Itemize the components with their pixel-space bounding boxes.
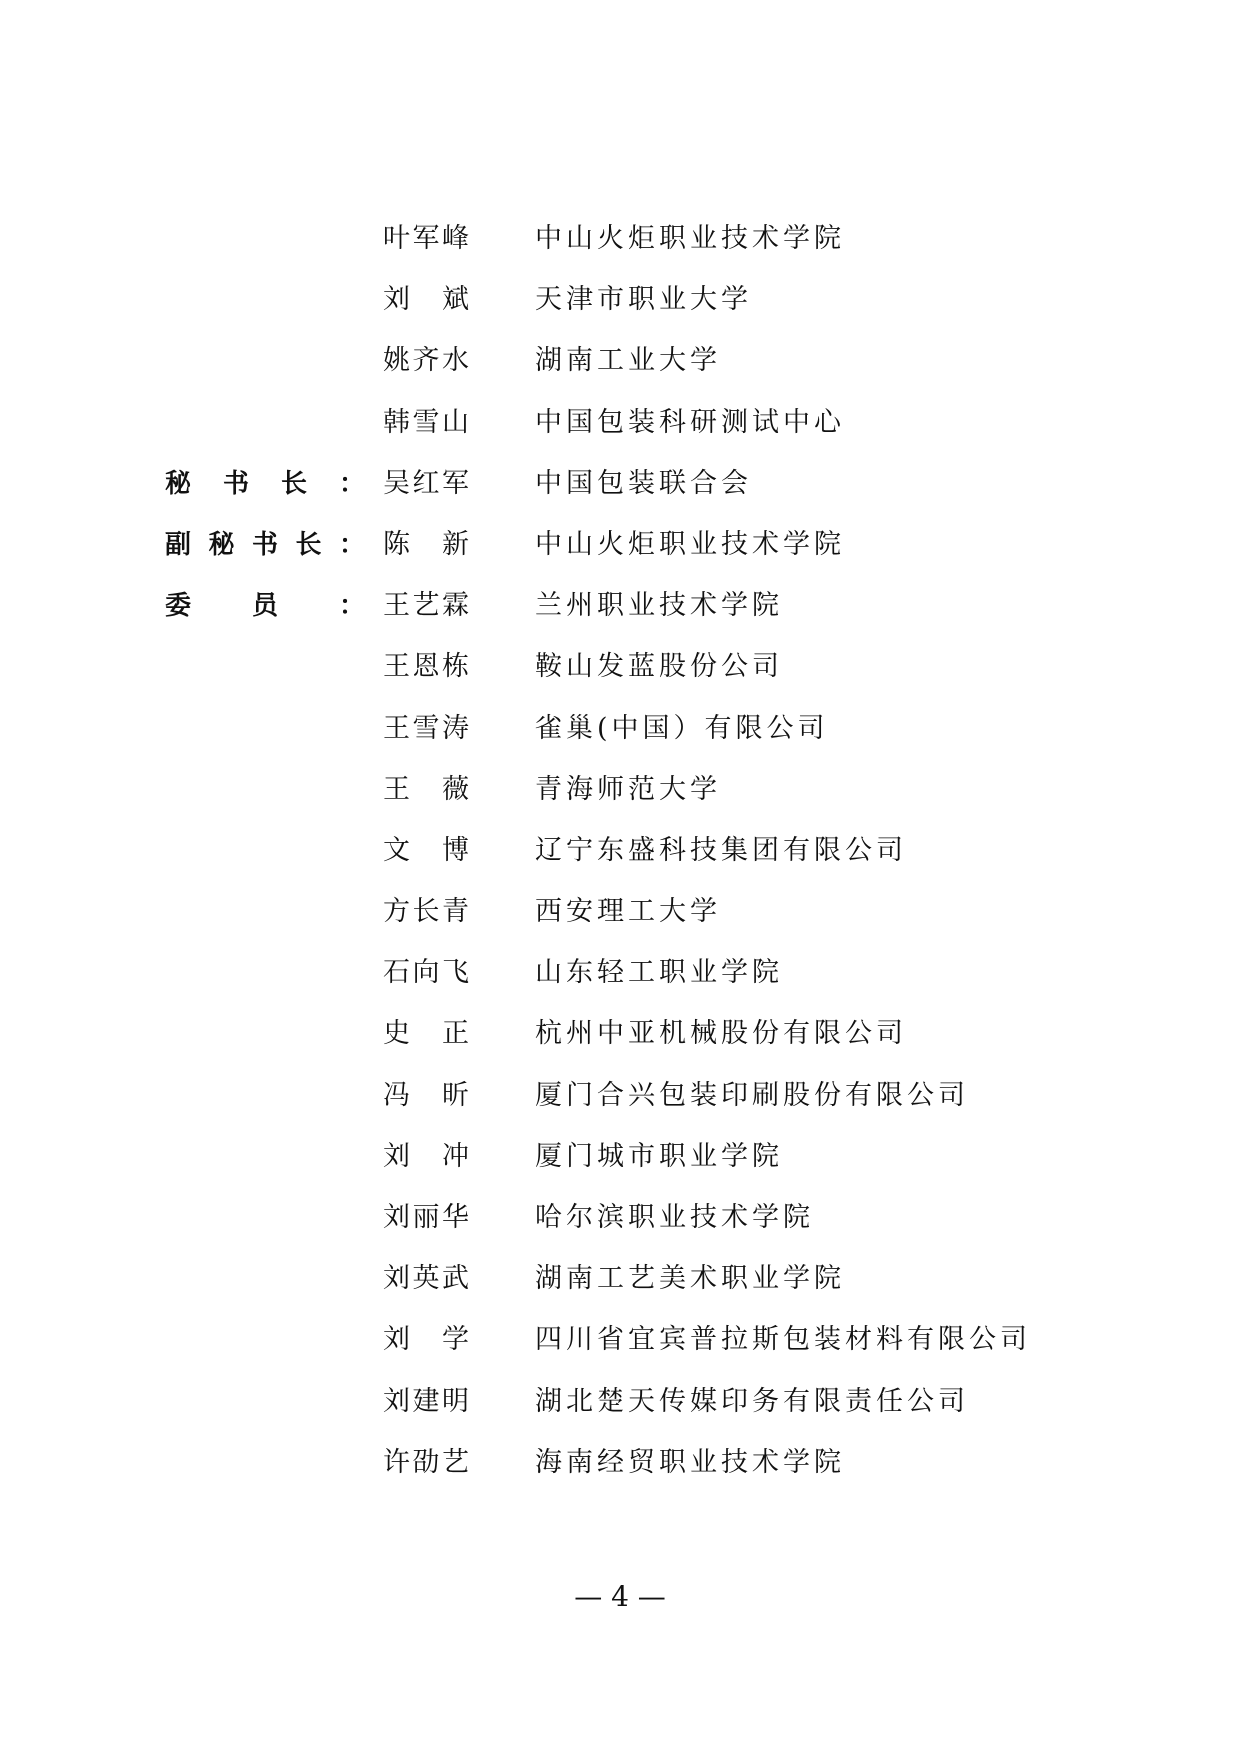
member-name: 韩 雪 山	[383, 406, 469, 438]
member-name: 王 薇	[383, 773, 469, 805]
member-row	[0, 650, 1240, 711]
member-organization: 湖南工艺美术职业学院	[535, 1263, 845, 1295]
member-organization: 湖北楚天传媒印务有限责任公司	[535, 1385, 969, 1417]
member-organization: 杭州中亚机械股份有限公司	[535, 1018, 907, 1050]
member-row	[0, 222, 1240, 283]
member-name: 王 恩 栋	[383, 651, 469, 683]
member-organization: 中山火炬职业技术学院	[535, 528, 845, 560]
member-row	[0, 895, 1240, 956]
member-organization: 海南经贸职业技术学院	[535, 1446, 845, 1478]
member-name: 刘 建 明	[383, 1385, 469, 1417]
member-name: 王 雪 涛	[383, 712, 469, 744]
member-organization: 厦门合兴包装印刷股份有限公司	[535, 1079, 969, 1111]
member-organization: 哈尔滨职业技术学院	[535, 1202, 814, 1233]
member-row	[0, 1017, 1240, 1078]
member-row	[0, 773, 1240, 834]
member-row	[0, 712, 1240, 773]
member-organization: 兰州职业技术学院	[535, 590, 783, 622]
member-row	[0, 1323, 1240, 1384]
member-list	[0, 222, 1240, 1507]
member-name: 许 劭 艺	[383, 1446, 469, 1478]
member-row	[0, 834, 1240, 895]
member-organization: 辽宁东盛科技集团有限公司	[535, 834, 907, 866]
member-role: 副 秘 书 长 ：	[165, 529, 365, 560]
member-row	[0, 344, 1240, 405]
member-role: 秘 书 长 ：	[165, 468, 365, 499]
member-name: 刘 英 武	[383, 1263, 469, 1295]
member-row	[0, 589, 1240, 650]
member-name: 刘 丽 华	[383, 1202, 469, 1233]
member-name: 姚 齐 水	[383, 345, 469, 377]
member-row	[0, 1140, 1240, 1201]
member-name: 刘 斌	[383, 284, 469, 316]
member-name: 冯 昕	[383, 1079, 469, 1111]
member-name: 史 正	[383, 1018, 469, 1050]
member-organization: 山东轻工职业学院	[535, 957, 783, 989]
member-role: 委 员 ：	[165, 591, 365, 622]
member-name: 王 艺 霖	[383, 590, 469, 622]
page-number: — 4 —	[574, 1580, 666, 1613]
member-organization: 湖南工业大学	[535, 345, 721, 377]
member-name: 文 博	[383, 834, 469, 866]
member-organization: 中国包装科研测试中心	[535, 406, 845, 438]
member-name: 吴 红 军	[383, 467, 469, 499]
member-organization: 鞍山发蓝股份公司	[535, 651, 783, 683]
member-organization: 中山火炬职业技术学院	[535, 223, 845, 254]
member-row	[0, 1262, 1240, 1323]
member-row	[0, 467, 1240, 528]
member-name: 方 长 青	[383, 896, 469, 928]
member-organization: 西安理工大学	[535, 896, 721, 928]
member-row	[0, 956, 1240, 1017]
member-name: 刘 学	[383, 1324, 469, 1356]
member-name: 刘 冲	[383, 1140, 469, 1172]
member-row	[0, 1201, 1240, 1262]
member-row	[0, 406, 1240, 467]
member-name: 石 向 飞	[383, 957, 469, 989]
member-row	[0, 1079, 1240, 1140]
member-row	[0, 283, 1240, 344]
member-organization: 中国包装联合会	[535, 467, 752, 499]
member-organization: 厦门城市职业学院	[535, 1140, 783, 1172]
member-row	[0, 1385, 1240, 1446]
member-name: 叶 军 峰	[383, 223, 469, 254]
member-organization: 天津市职业大学	[535, 284, 752, 316]
member-organization: 青海师范大学	[535, 773, 721, 805]
member-row	[0, 1446, 1240, 1507]
member-organization: 四川省宜宾普拉斯包装材料有限公司	[535, 1324, 1031, 1356]
member-name: 陈 新	[383, 528, 469, 560]
member-row	[0, 528, 1240, 589]
member-organization: 雀巢(中国）有限公司	[535, 712, 829, 744]
